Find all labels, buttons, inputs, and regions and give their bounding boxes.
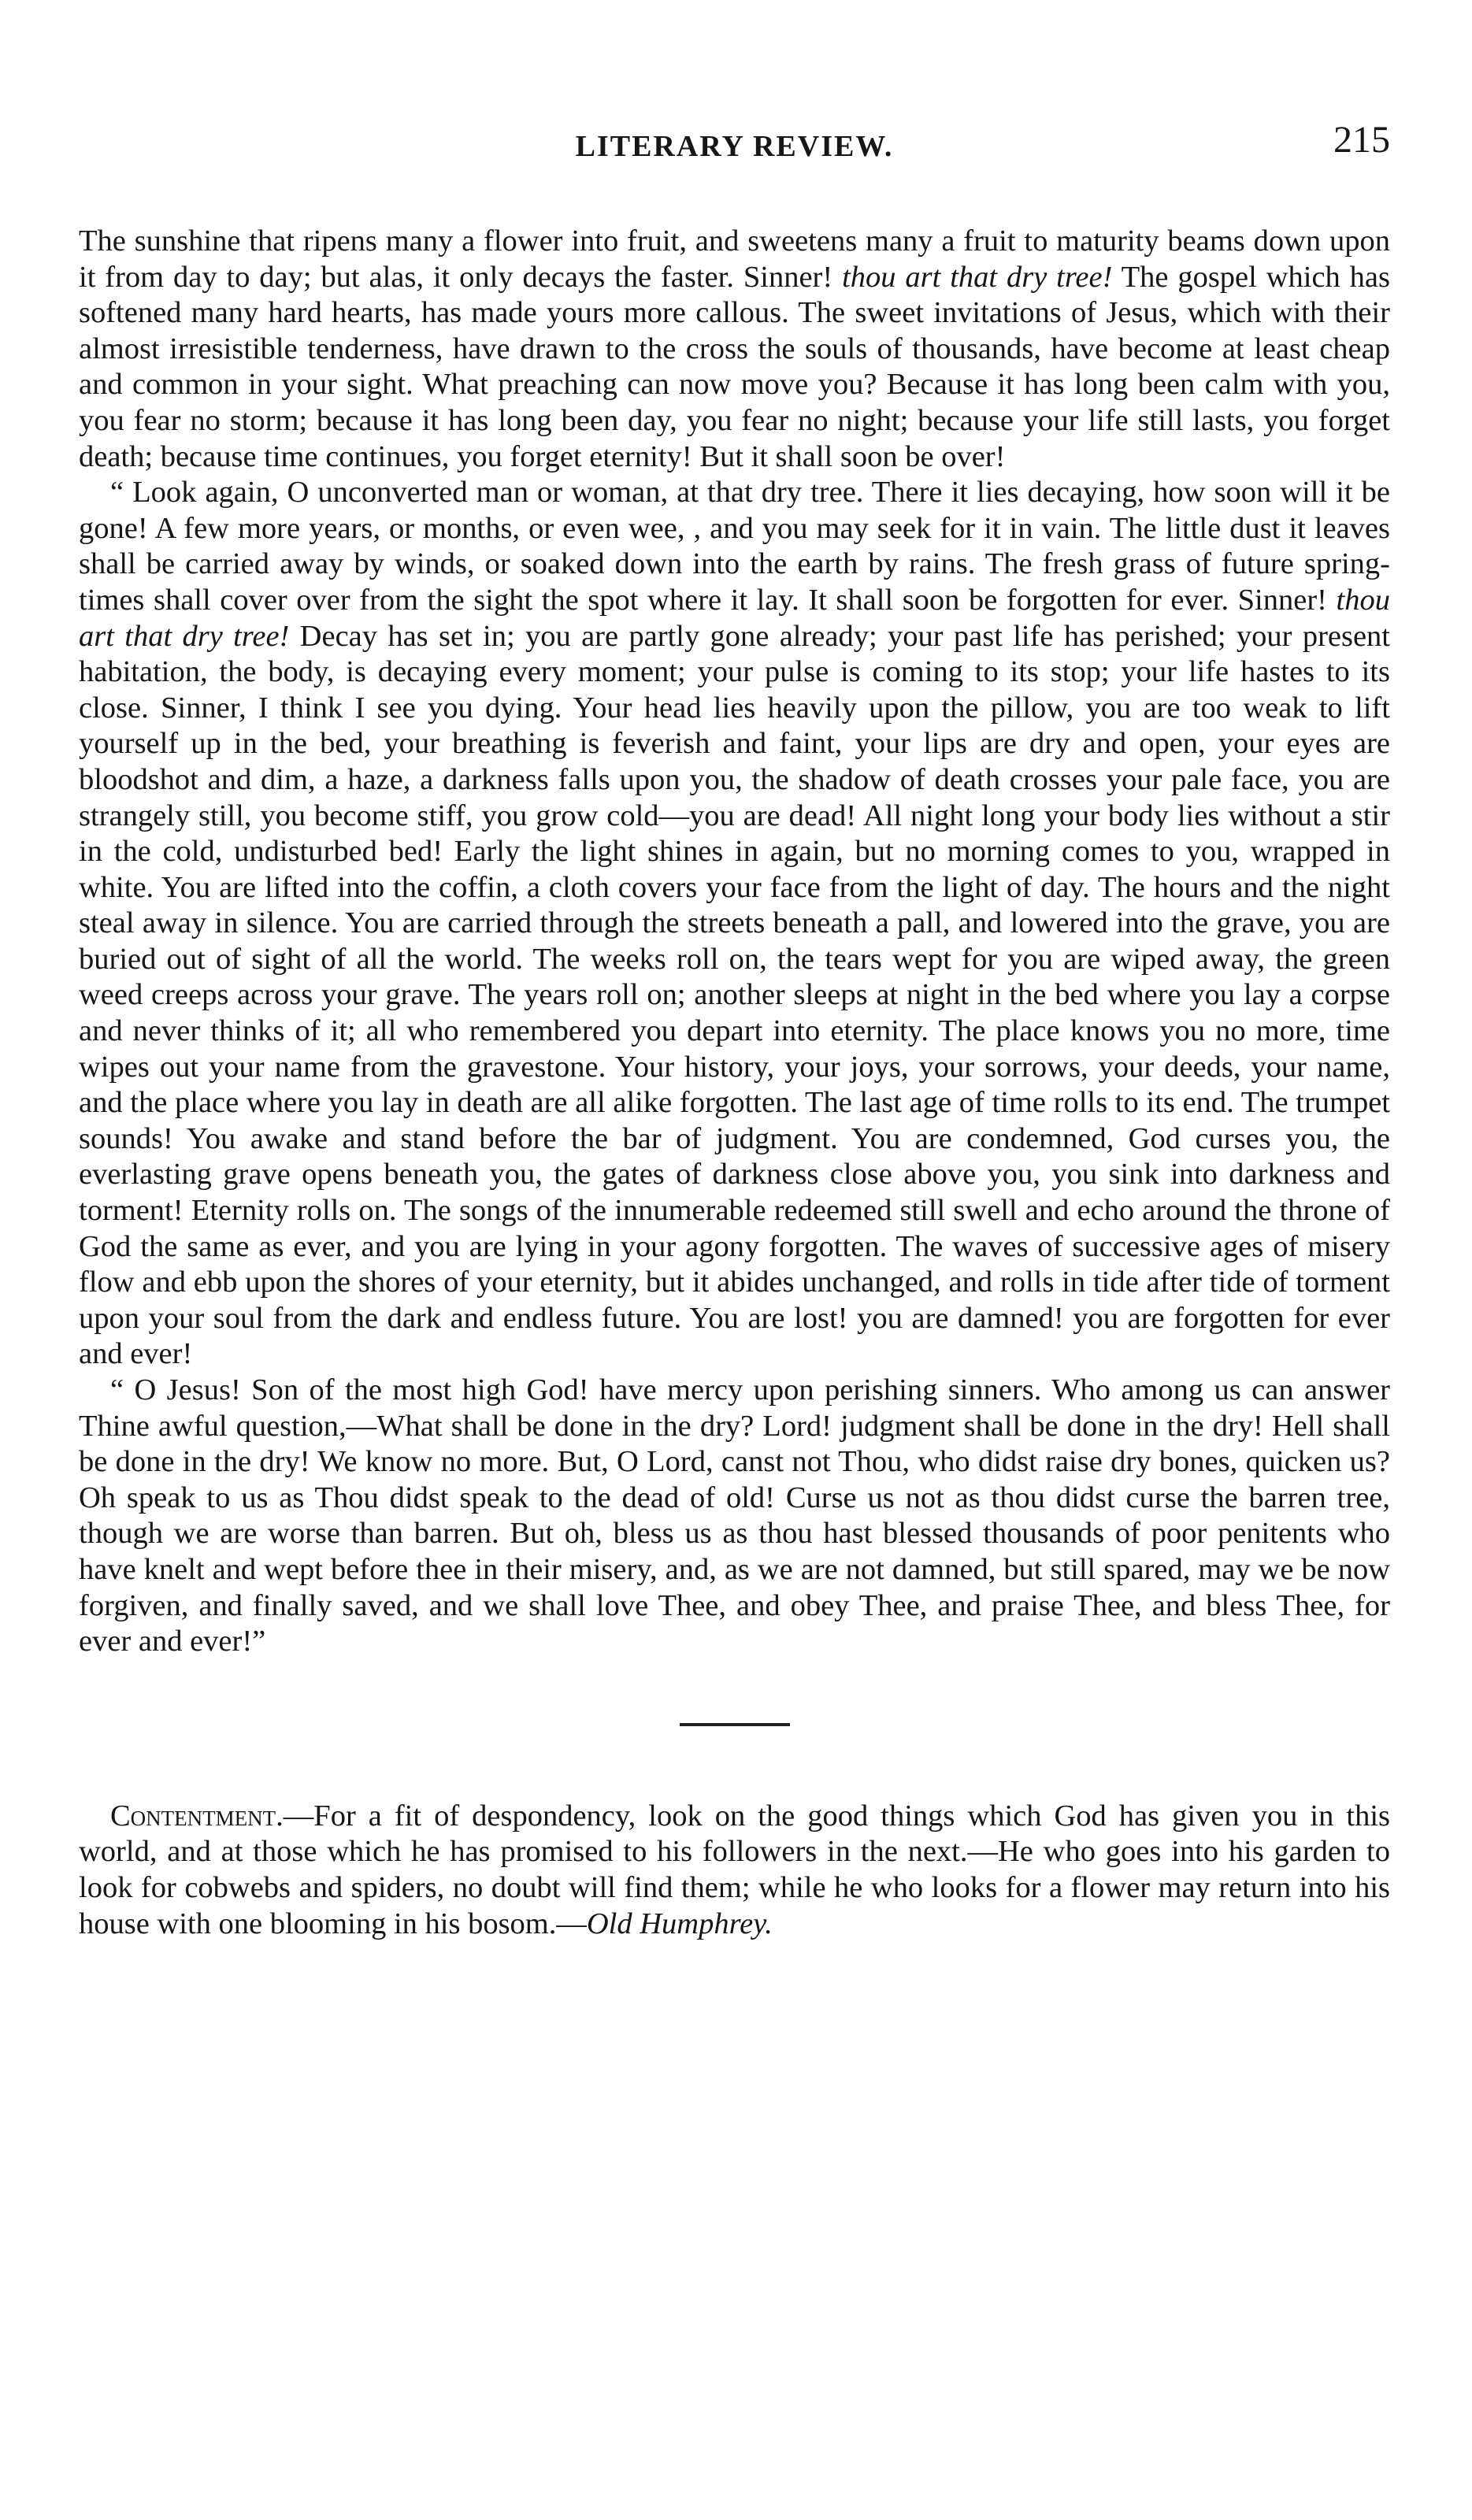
paragraph (79, 475, 1390, 1373)
emphasis-text: thou art that dry tree! (842, 260, 1113, 294)
paragraph (79, 224, 1390, 475)
page-number: 215 (1333, 119, 1390, 161)
emphasis-text: thou art that dry tree! (79, 583, 1390, 653)
paragraph-text: “ Look again, O unconverted man or woman, at that dry tree. There it lies decaying, how soon will it be gone! A few more years, or months, or even wee, , and you may seek for it in vain. The little dust it leaves shall be carried away by winds, or soaked down into the earth by rains. The fresh grass of future spring-times shall cover over from the sight the spot where it lay. It shall soon be forgotten for ever. Sinner! (79, 476, 1390, 617)
attribution: Old Humphrey. (586, 1907, 773, 1940)
running-title: LITERARY REVIEW. (575, 130, 894, 163)
paragraph-text: The gospel which has softened many hard hearts, has made yours more callous. The sweet invitations of Jesus, which with their almost irresistible tenderness, have drawn to the cross the souls of thousands, have become at least cheap and common in your sight. What preaching can now move you? Because it has long been calm with you, you fear no storm; because it has long been day, you fear no night; because your life still lasts, you forget death; because time continues, you forget eternity! But it shall soon be over! (79, 260, 1390, 473)
contentment-heading: Contentment. (110, 1799, 284, 1833)
paragraph-text: “ O Jesus! Son of the most high God! have mercy upon perishing sinners. Who among us can answer Thine awful question,—What shall be done in the dry? Lord! judgment shall be done in the dry! Hell shall be done in the dry! We know no more. But, O Lord, canst not Thou, who didst raise dry bones, quicken us? Oh speak to us as Thou didst speak to the dead of old! Curse us not as thou didst curse the barren tree, though we are worse than barren. But oh, bless us as thou hast blessed thousands of poor penitents who have knelt and wept before thee in their misery, and, as we are not damned, but still spared, may we be now forgiven, and finally saved, and we shall love Thee, and obey Thee, and praise Thee, and bless Thee, for ever and ever!” (79, 1373, 1390, 1658)
contentment-paragraph (79, 1799, 1390, 1942)
section-divider (680, 1723, 790, 1726)
running-head (79, 118, 1390, 173)
paragraph-text: Decay has set in; you are partly gone already; your past life has perished; your present habitation, the body, is decaying every moment; your pulse is coming to its stop; your life hastes to its close. Sinner, I think I see you dying. Your head lies heavily upon the pillow, you are too weak to lift yourself up in the bed, your breathing is feverish and faint, your lips are dry and open, your eyes are bloodshot and dim, a haze, a darkness falls upon you, the shadow of death crosses your pale face, you are strangely still, you become stiff, you grow cold—you are dead! All night long your body lies without a stir in the cold, undisturbed bed! Early the light shines in again, but no morning comes to you, wrapped in white. You are lifted into the coffin, a cloth covers your face from the light of day. The hours and the night steal away in silence. You are carried through the streets beneath a pall, and lowered into the grave, you are buried out of sight of all the world. The weeks roll on, the tears wept for you are wiped away, the green weed creeps across your grave. The years roll on; another sleeps at night in the bed where you lay a corpse and never thinks of it; all who remembered you depart into eternity. The place knows you no more, time wipes out your name from the gravestone. Your history, your joys, your sorrows, your deeds, your name, and the place where you lay in death are all alike forgotten. The last age of time rolls to its end. The trumpet sounds! You awake and stand before the bar of judgment. You are condemned, God curses you, the everlasting grave opens beneath you, the gates of darkness close above you, you sink into darkness and torment! Eternity rolls on. The songs of the innumerable redeemed still swell and echo around the throne of God the same as ever, and you are lying in your agony forgotten. The waves of successive ages of misery flow and ebb upon the shores of your eternity, but it abides unchanged, and rolls in tide after tide of torment upon your soul from the dark and endless future. You are lost! you are damned! you are forgotten for ever and ever! (79, 619, 1390, 1371)
contentment-text: —For a fit of despondency, look on the good things which God has given you in this world, and at those which he has promised to his followers in the next.—He who goes into his garden to look for cobwebs and spiders, no doubt will find them; while he who looks for a flower may return into his house with one blooming in his bosom.— (79, 1799, 1390, 1940)
paragraph-text: The sunshine that ripens many a flower into fruit, and sweetens many a fruit to maturity beams down upon it from day to day; but alas, it only decays the faster. Sinner! (79, 224, 1390, 294)
article-body (79, 224, 1390, 1942)
paragraph (79, 1373, 1390, 1660)
book-page (79, 118, 1390, 1942)
